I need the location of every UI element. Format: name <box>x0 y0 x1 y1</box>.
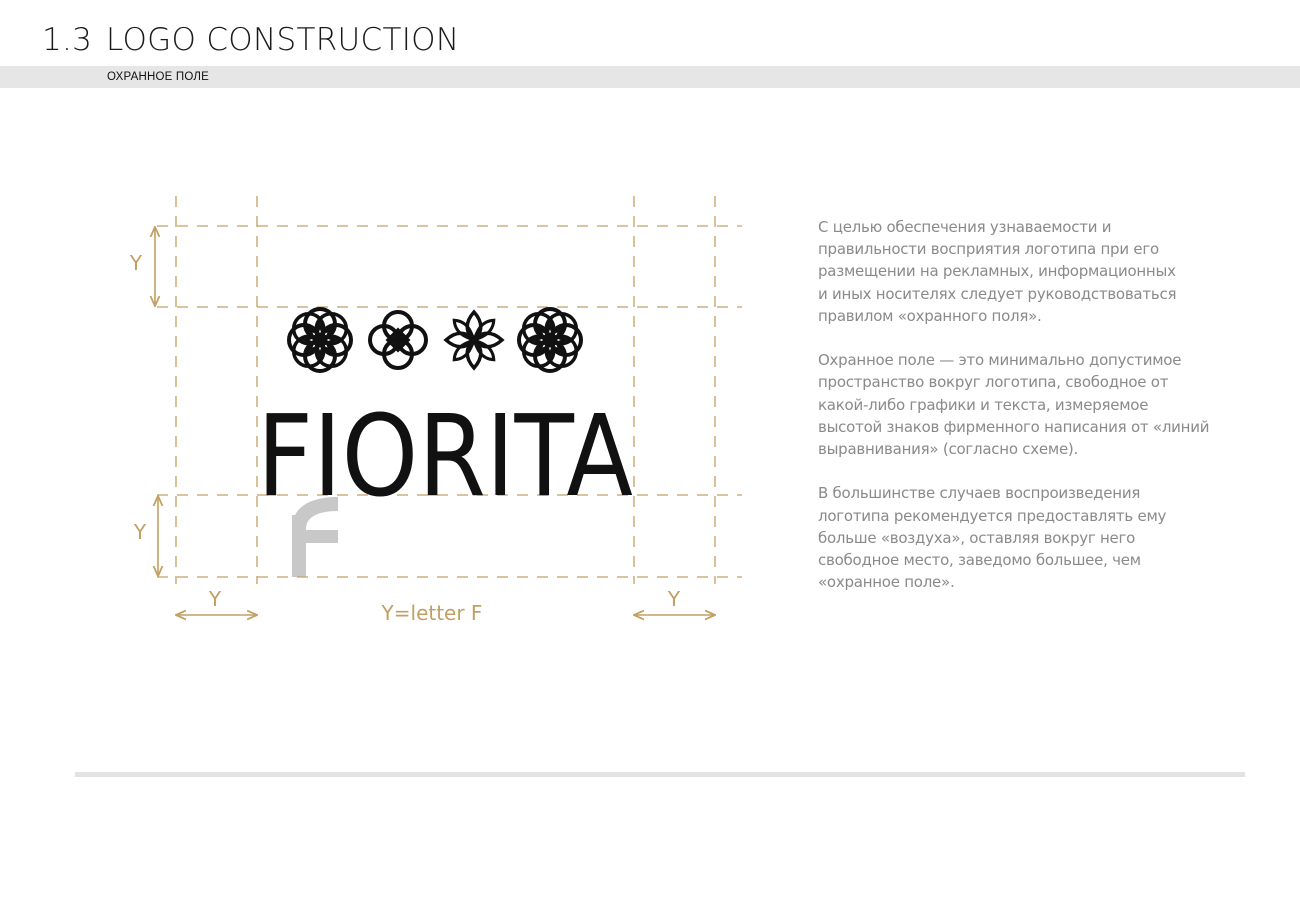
logo-icons <box>289 309 581 371</box>
measure-label-right: Y <box>667 587 681 611</box>
subheader-label: ОХРАННОЕ ПОЛЕ <box>107 71 209 83</box>
description-paragraph: В большинстве случаев воспроизведения логотипа рекомендуется предоставлять ему больше «воздуха», оставляя вокруг него свободное место, заведомо большее, чем «охранное поле». <box>818 484 1167 592</box>
guide-lines <box>157 196 742 584</box>
measure-label-top: Y <box>129 251 143 275</box>
footer-divider <box>75 772 1245 777</box>
description-paragraph: С целью обеспечения узнаваемости и правильности восприятия логотипа при его размещении на рекламных, информационных и иных носителях следует руководствоваться правилом «охранного поля». <box>818 218 1177 325</box>
clearspace-diagram <box>0 0 800 700</box>
section-title: LOGO CONSTRUCTION <box>106 22 460 58</box>
rosette-icon <box>519 309 581 371</box>
rosette-icon <box>370 312 426 368</box>
rosette-icon <box>289 309 351 371</box>
description-paragraph: Охранное поле — это минимально допустимое пространство вокруг логотипа, свободное от какой-либо графики и текста, измеряемое высотой знаков фирменного написания от «линий выравнивания» (согласно схеме). <box>818 351 1210 459</box>
measure-label-left: Y <box>208 587 222 611</box>
section-number: 1.3 <box>42 22 93 58</box>
logo-wordmark: FIORITA <box>257 392 633 522</box>
measure-caption: Y=letter F <box>381 601 483 625</box>
rosette-icon <box>446 312 502 368</box>
description <box>818 216 1228 616</box>
measure-label-bottom: Y <box>133 520 147 544</box>
